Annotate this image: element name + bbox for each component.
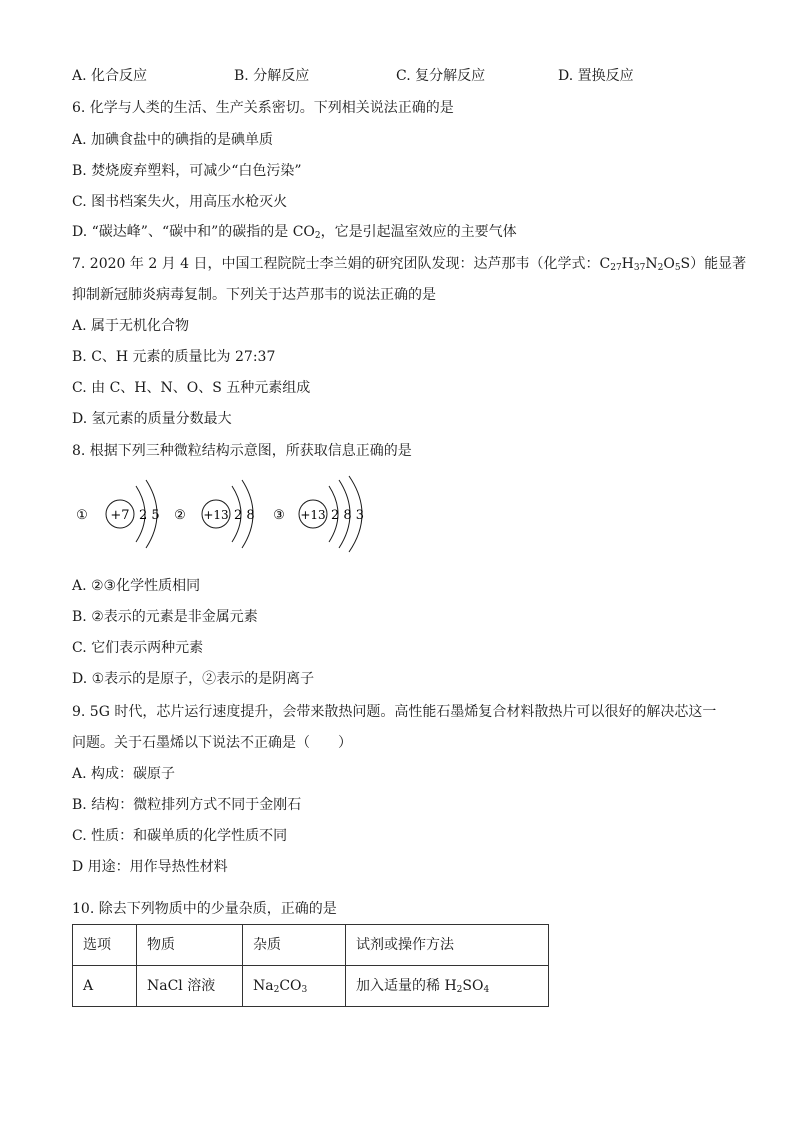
q7-option-d: D. 氢元素的质量分数最大: [72, 411, 232, 427]
atom-1-electrons: 2 5: [139, 508, 160, 523]
table-cell-method: 加入适量的稀 $H_2SO_4$: [346, 966, 549, 1007]
q6-option-b: B. 焚烧废弃塑料，可减少“白色污染”: [72, 163, 302, 179]
atom-2-nucleus: +13: [203, 508, 229, 522]
table-header-option: 选项: [73, 925, 137, 966]
q8-option-a: A. ②③化学性质相同: [72, 578, 201, 594]
table-header-impurity: 杂质: [243, 925, 346, 966]
q5-option-d: D. 置换反应: [558, 68, 634, 84]
table-cell-impurity: $Na_2CO_3$: [243, 966, 346, 1007]
q6-option-a: A. 加碘食盐中的碘指的是碘单质: [72, 132, 274, 148]
q10-stem: 10. 除去下列物质中的少量杂质，正确的是: [72, 901, 337, 917]
atom-structure-diagrams: [72, 474, 392, 554]
q6-option-d: D. “碳达峰”、“碳中和”的碳指的是 $CO_2$，它是引起温室效应的主要气体: [72, 224, 517, 241]
q5-option-a: A. 化合反应: [72, 68, 148, 84]
atom-3-label: ③: [273, 508, 285, 523]
table-cell-substance: NaCl 溶液: [137, 966, 243, 1007]
atom-1-label: ①: [76, 508, 88, 523]
q7-option-a: A. 属于无机化合物: [72, 318, 190, 334]
atom-diagram-1: [76, 480, 160, 548]
atom-3-nucleus: +13: [300, 508, 326, 522]
q8-option-d: D. ①表示的是原子，②表示的是阴离子: [72, 671, 315, 687]
q9-option-d: D 用途：用作导热性材料: [72, 859, 228, 875]
table-header-row: [73, 925, 549, 966]
q9-stem-line1: 9. 5G 时代，芯片运行速度提升，会带来散热问题。高性能石墨烯复合材料散热片可以很好的解决芯这一: [72, 704, 717, 720]
q9-option-b: B. 结构：微粒排列方式不同于金刚石: [72, 797, 302, 813]
q5-option-b: B. 分解反应: [234, 68, 310, 84]
atom-2-electrons: 2 8: [234, 508, 255, 523]
q9-stem-line2: 问题。关于石墨烯以下说法不正确是（ ）: [72, 735, 352, 751]
q8-option-c: C. 它们表示两种元素: [72, 640, 204, 656]
q8-stem: 8. 根据下列三种微粒结构示意图，所获取信息正确的是: [72, 443, 412, 459]
q6-option-c: C. 图书档案失火，用高压水枪灭火: [72, 194, 288, 210]
q8-option-b: B. ②表示的元素是非金属元素: [72, 609, 258, 625]
q5-options: [72, 66, 712, 86]
q6-stem: 6. 化学与人类的生活、生产关系密切。下列相关说法正确的是: [72, 100, 454, 116]
atom-1-nucleus: +7: [110, 508, 130, 523]
q10-table: [72, 924, 549, 1007]
atom-diagram-3: [273, 476, 364, 552]
atom-3-electrons: 2 8 3: [331, 508, 365, 523]
q7-stem-line2: 抑制新冠肺炎病毒复制。下列关于达芦那韦的说法正确的是: [72, 287, 436, 303]
table-header-method: 试剂或操作方法: [346, 925, 549, 966]
table-header-substance: 物质: [137, 925, 243, 966]
q7-stem-line1: 7. 2020 年 2 月 4 日，中国工程院院士李兰娟的研究团队发现：达芦那韦（化学式：$C_{27}H_{37}N_2O_5S$）能显著: [72, 256, 747, 273]
q7-option-b: B. C、H 元素的质量比为 27:37: [72, 349, 276, 365]
atom-2-label: ②: [174, 508, 186, 523]
q7-option-c: C. 由 C、H、N、O、S 五种元素组成: [72, 380, 311, 396]
table-cell-option: A: [73, 966, 137, 1007]
q9-option-c: C. 性质：和碳单质的化学性质不同: [72, 828, 288, 844]
q5-option-c: C. 复分解反应: [396, 68, 486, 84]
atom-diagram-2: [174, 480, 255, 548]
q9-option-a: A. 构成：碳原子: [72, 766, 176, 782]
table-row: [73, 966, 549, 1007]
